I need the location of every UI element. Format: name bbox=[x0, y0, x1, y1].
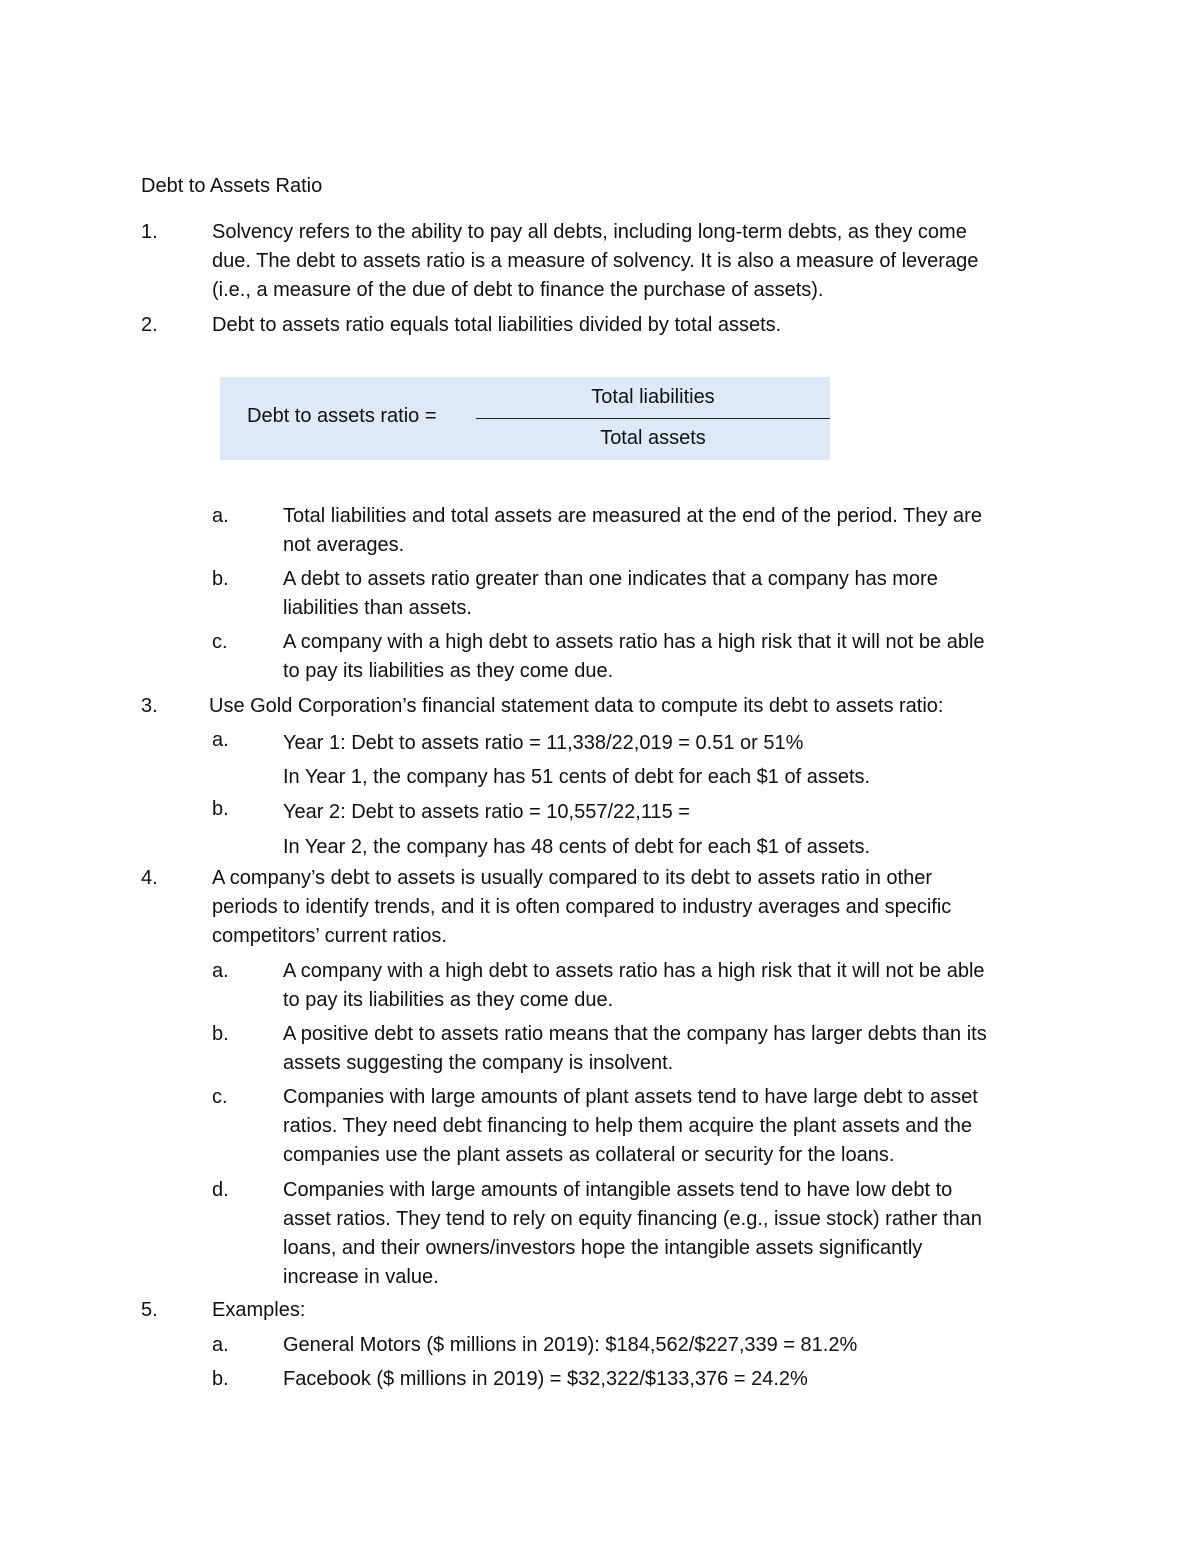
text-line: companies use the plant assets as collateral or security for the loans. bbox=[283, 1144, 895, 1166]
text-line: ratios. They need debt financing to help them acquire the plant assets and the bbox=[283, 1115, 972, 1137]
sub-item-letter: b. bbox=[212, 1023, 229, 1045]
text-line: A company’s debt to assets is usually compared to its debt to assets ratio in other bbox=[212, 867, 933, 889]
sub-item-text bbox=[283, 795, 1073, 865]
sub-item-text bbox=[283, 502, 1073, 560]
text-line: asset ratios. They tend to rely on equity financing (e.g., issue stock) rather than bbox=[283, 1208, 982, 1230]
text-line: liabilities than assets. bbox=[283, 597, 472, 619]
text-line: loans, and their owners/investors hope the intangible assets significantly bbox=[283, 1237, 923, 1259]
text-line: increase in value. bbox=[283, 1266, 439, 1288]
sub-item-letter: d. bbox=[212, 1179, 229, 1201]
item-number: 1. bbox=[141, 221, 158, 243]
text-line: A company with a high debt to assets ratio has a high risk that it will not be able bbox=[283, 631, 985, 653]
text-line: A debt to assets ratio greater than one indicates that a company has more bbox=[283, 568, 938, 590]
text-line: Companies with large amounts of plant assets tend to have large debt to asset bbox=[283, 1086, 978, 1108]
text-line: to pay its liabilities as they come due. bbox=[283, 989, 614, 1011]
text-line: periods to identify trends, and it is often compared to industry averages and specific bbox=[212, 896, 952, 918]
sub-item-text bbox=[283, 1020, 1073, 1078]
text-line: In Year 1, the company has 51 cents of debt for each $1 of assets. bbox=[283, 766, 871, 788]
sub-item-text bbox=[283, 1331, 1073, 1360]
item-text bbox=[212, 218, 1072, 305]
formula-denominator: Total assets bbox=[600, 427, 706, 449]
sub-item-text bbox=[283, 1365, 1073, 1394]
sub-item-text bbox=[283, 1176, 1073, 1292]
text-line: Use Gold Corporation’s financial statement data to compute its debt to assets ratio: bbox=[209, 695, 944, 717]
text-line: Companies with large amounts of intangible assets tend to have low debt to bbox=[283, 1179, 953, 1201]
item-text bbox=[209, 692, 1069, 721]
text-line: Year 1: Debt to assets ratio = 11,338/22,019 = 0.51 or 51% bbox=[283, 732, 804, 754]
sub-item-letter: a. bbox=[212, 729, 229, 751]
item-text bbox=[212, 1296, 1072, 1325]
sub-item-letter: c. bbox=[212, 631, 228, 653]
text-line: Year 2: Debt to assets ratio = 10,557/22,115 = bbox=[283, 801, 690, 823]
sub-item-letter: b. bbox=[212, 1368, 229, 1390]
item-text bbox=[212, 311, 1072, 340]
sub-item-text bbox=[283, 726, 1073, 794]
text-line: A positive debt to assets ratio means that the company has larger debts than its bbox=[283, 1023, 987, 1045]
sub-item-letter: a. bbox=[212, 505, 229, 527]
text-line: Facebook ($ millions in 2019) = $32,322/$133,376 = 24.2% bbox=[283, 1368, 808, 1390]
text-line: assets suggesting the company is insolvent. bbox=[283, 1052, 674, 1074]
formula-numerator: Total liabilities bbox=[591, 386, 715, 408]
item-number: 4. bbox=[141, 867, 158, 889]
sub-item-text bbox=[283, 565, 1073, 623]
fraction-bar bbox=[476, 418, 830, 419]
text-line: Total liabilities and total assets are measured at the end of the period. They are bbox=[283, 505, 982, 527]
item-text bbox=[212, 864, 1072, 951]
sub-item-letter: c. bbox=[212, 1086, 228, 1108]
sub-item-letter: a. bbox=[212, 1334, 229, 1356]
text-line: Examples: bbox=[212, 1299, 306, 1321]
item-number: 2. bbox=[141, 314, 158, 336]
text-line: to pay its liabilities as they come due. bbox=[283, 660, 614, 682]
text-line: In Year 2, the company has 48 cents of debt for each $1 of assets. bbox=[283, 836, 871, 858]
text-line: (i.e., a measure of the due of debt to finance the purchase of assets). bbox=[212, 279, 824, 301]
formula-label: Debt to assets ratio = bbox=[247, 405, 437, 427]
text-line: Solvency refers to the ability to pay all debts, including long-term debts, as they come bbox=[212, 221, 967, 243]
page-title: Debt to Assets Ratio bbox=[141, 175, 323, 197]
sub-item-letter: b. bbox=[212, 568, 229, 590]
sub-item-text bbox=[283, 628, 1073, 686]
text-line: due. The debt to assets ratio is a measure of solvency. It is also a measure of leverage bbox=[212, 250, 979, 272]
item-number: 5. bbox=[141, 1299, 158, 1321]
text-line: Debt to assets ratio equals total liabilities divided by total assets. bbox=[212, 314, 782, 336]
sub-item-letter: a. bbox=[212, 960, 229, 982]
sub-item-letter: b. bbox=[212, 798, 229, 820]
sub-item-text bbox=[283, 1083, 1073, 1170]
sub-item-text bbox=[283, 957, 1073, 1015]
text-line: competitors’ current ratios. bbox=[212, 925, 447, 947]
item-number: 3. bbox=[141, 695, 158, 717]
text-line: not averages. bbox=[283, 534, 405, 556]
text-line: General Motors ($ millions in 2019): $184,562/$227,339 = 81.2% bbox=[283, 1334, 858, 1356]
formula-box bbox=[220, 377, 830, 460]
text-line: A company with a high debt to assets ratio has a high risk that it will not be able bbox=[283, 960, 985, 982]
